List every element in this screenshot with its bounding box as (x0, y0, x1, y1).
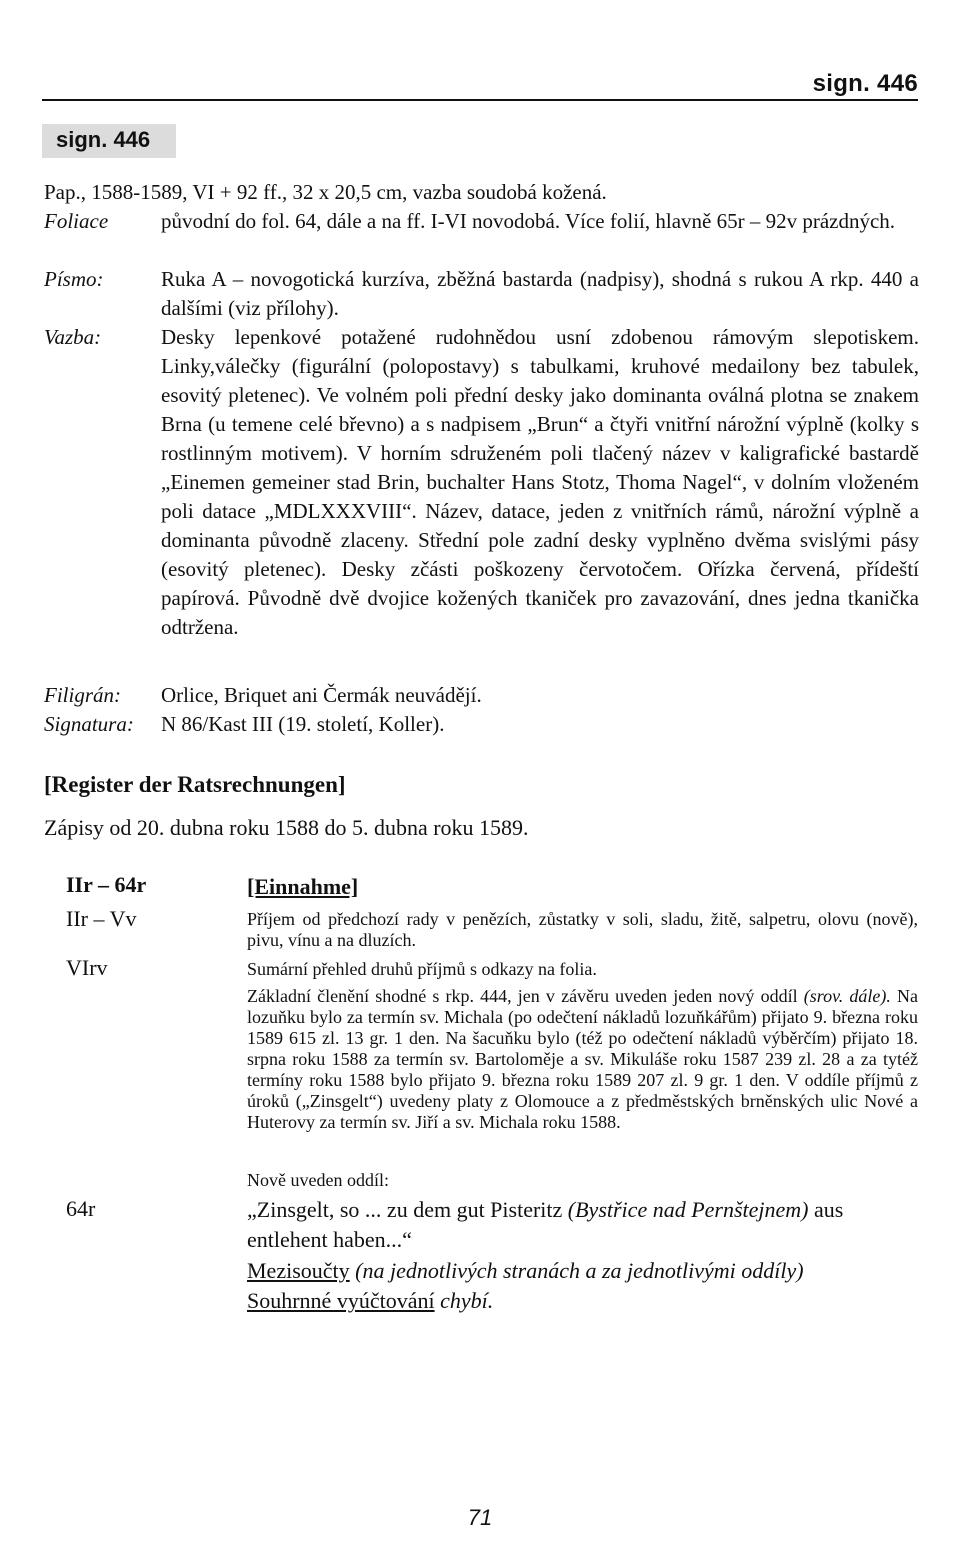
quote-part: „Zinsgelt, so ... zu dem gut Pisteritz (247, 1197, 563, 1222)
field-value: původní do fol. 64, dále a na ff. I-VI novodobá. Více folií, hlavně 65r – 92v prázdných. (161, 209, 896, 233)
place-name: (Bystřice nad Pernštejnem) (567, 1197, 809, 1222)
signature-badge-label: sign. 446 (56, 127, 151, 152)
field-label: Filigrán: (44, 683, 121, 707)
field-value: Desky lepenkové potažené rudohnědou usní zdobenou rámovým slepotiskem. Linky,válečky (figurální (polopostavy) s tabulkami, kruhové medailony bez tabulek, esovitý pletenec). Ve volném poli přední desky jako dominanta oválná plotna se znakem Brna (u temene celé břevno) a s nadpisem „Brun“ a čtyři vnitřní nárožní výplně (kolky s rostlinným motivem). V horním sdruženém poli tlačený název v kaligrafické bastardě „Einemen gemeiner stad Brin, buchalter Hans Stotz, Thoma Nagel“, v dolním vloženém poli datace „MDLXXXVIII“. Název, datace, jeden z vnitřních rámů, nárožní výplně a dominanta původně zlaceny. Střední pole zadní desky vyplněno dvěma svislými pásy (esovitý pletenec). Desky zčásti poškozeny červotočem. Ořízka červená, přídeští papírová. Původně dvě dvojice kožených tkaniček pro zavazování, dnes jedna tkanička odtržena. (161, 325, 919, 639)
entry-folio: 64r (66, 1196, 96, 1221)
field-label: Foliace (44, 209, 109, 233)
entry-quote (247, 1195, 918, 1255)
field-label: Vazba: (44, 325, 102, 349)
entry-text-part: Základní členění shodné s rkp. 444, jen v závěru uveden jeden nový oddíl (247, 986, 798, 1006)
entry-folio: VIrv (66, 955, 108, 980)
field-value: Ruka A – novogotická kurzíva, zběžná bastarda (nadpisy), shodná s rukou A rkp. 440 a dalšími (viz přílohy). (161, 267, 919, 320)
entry-text: Sumární přehled druhů příjmů s odkazy na folia. (247, 959, 597, 979)
page-number: 71 (467, 1505, 493, 1530)
register-dates: Zápisy od 20. dubna roku 1588 do 5. dubna roku 1589. (44, 815, 529, 840)
entry-folio: IIr – 64r (66, 872, 147, 897)
signature-badge (42, 124, 176, 158)
entry-text (247, 986, 918, 1133)
field-value: N 86/Kast III (19. století, Koller). (161, 712, 445, 736)
running-title: sign. 446 (812, 70, 918, 97)
header-rule (42, 99, 918, 101)
field-label: Signatura: (44, 712, 134, 736)
entry-subtotals (247, 1256, 918, 1286)
cross-reference: (srov. dále). (803, 986, 891, 1006)
quote-part: aus entlehent haben...“ (247, 1197, 844, 1252)
field-label: Písmo: (44, 267, 104, 291)
entry-term: Mezisoučty (247, 1258, 350, 1283)
register-title: [Register der Ratsrechnungen] (44, 772, 346, 797)
entry-text: Příjem od předchozí rady v penězích, zůstatky v soli, sladu, žitě, salpetru, olovu (nově), pivu, vínu a na dluzích. (247, 909, 918, 950)
entry-note: chybí. (440, 1288, 494, 1313)
entry-note: (na jednotlivých stranách a za jednotlivými oddíly) (355, 1258, 804, 1283)
entry-text: Nově uveden oddíl: (247, 1170, 389, 1190)
entry-heading: [Einnahme] (247, 874, 359, 899)
entry-folio: IIr – Vv (66, 906, 137, 931)
entry-term: Souhrnné vyúčtování (247, 1288, 435, 1313)
entry-summary (247, 1286, 918, 1316)
entry-text-part: Na lozuňku bylo za termín sv. Michala (po odečtení nákladů lozuňkářům) přijato 9. března roku 1589 615 zl. 13 gr. 1 den. Na šacuňku bylo (též po odečtení nákladů výběrčím) přijato 18. srpna roku 1588 za termín sv. Bartoloměje a sv. Mikuláše roku 1587 239 zl. 28 a za tytéž termíny roku 1588 bylo přijato 9. března roku 1589 207 zl. 9 gr. 1 den. V oddíle příjmů z úroků („Zinsgelt“) uvedeny platy z Olomouce a z předměstských brněnských ulic Nové a Huterovy za termín sv. Jiří a sv. Michala roku 1588. (247, 986, 919, 1132)
field-value: Orlice, Briquet ani Čermák neuvádějí. (161, 683, 482, 707)
physical-description: Pap., 1588-1589, VI + 92 ff., 32 x 20,5 cm, vazba soudobá kožená. (44, 180, 607, 204)
